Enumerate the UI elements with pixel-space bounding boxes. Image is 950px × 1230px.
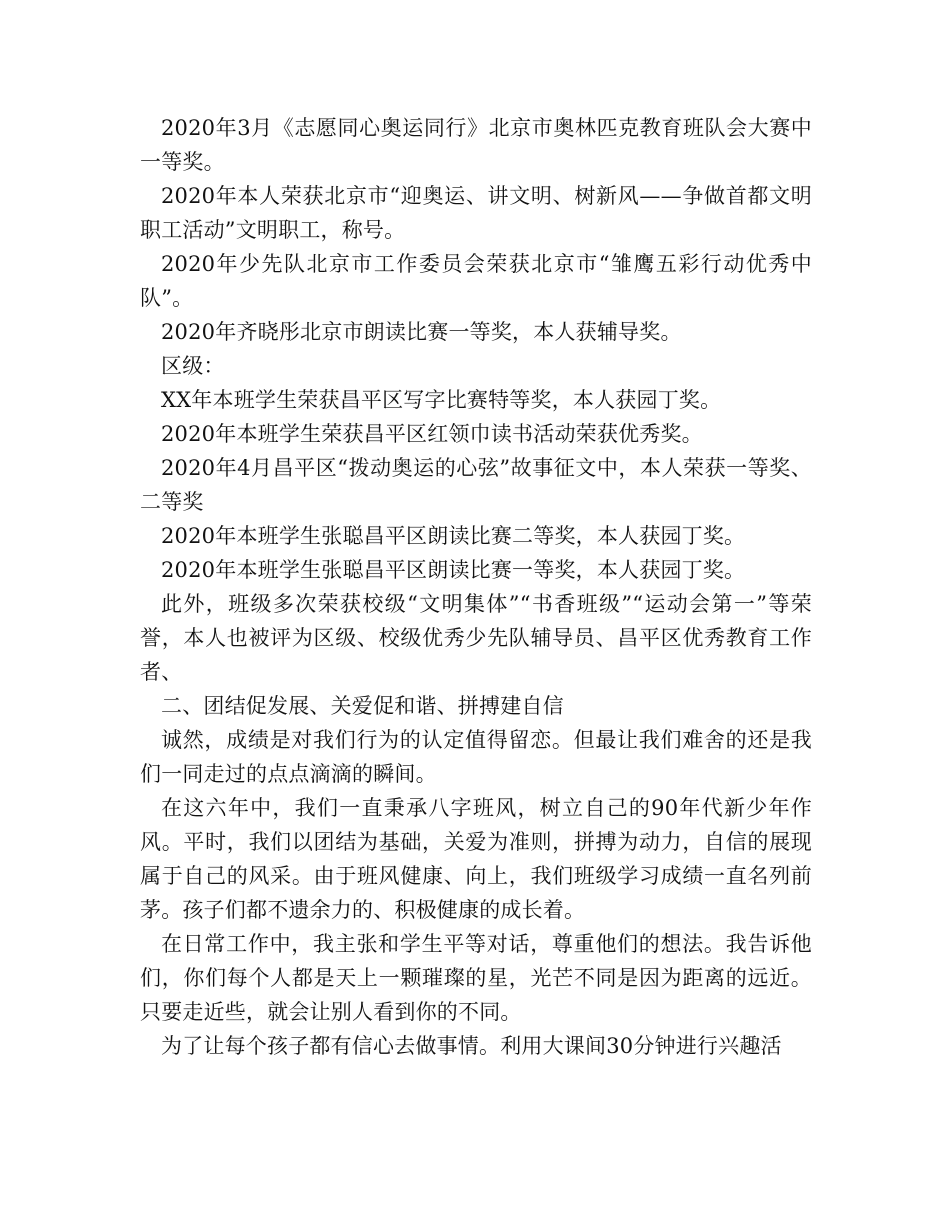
paragraph-district-level-heading: 区级：: [161, 354, 225, 378]
document-body: [140, 111, 812, 1063]
paragraph-daily-work: 在日常工作中，我主张和学生平等对话，尊重他们的想法。我告诉他们，你们每个人都是天上一颗璀璨的星，光芒不同是因为距离的远近。只要走近些，就会让别人看到你的不同。: [140, 932, 812, 1024]
paragraph-award-reading-contest: 2020年齐晓彤北京市朗读比赛一等奖，本人获辅导奖。: [161, 320, 682, 344]
paragraph-confidence: 为了让每个孩子都有信心去做事情。利用大课间30分钟进行兴趣活: [161, 1034, 782, 1058]
paragraph-award-zhangcong-second: 2020年本班学生张聪昌平区朗读比赛二等奖，本人获园丁奖。: [161, 524, 746, 548]
paragraph-award-red-scarf-reading: 2020年本班学生荣获昌平区红领巾读书活动荣获优秀奖。: [161, 422, 703, 446]
paragraph-award-essay-contest: 2020年4月昌平区“拨动奥运的心弦”故事征文中，本人荣获一等奖、二等奖: [140, 456, 812, 514]
paragraph-award-eagle-squadron: 2020年少先队北京市工作委员会荣获北京市“雏鹰五彩行动优秀中队”。: [140, 252, 812, 310]
paragraph-award-zhangcong-first: 2020年本班学生张聪昌平区朗读比赛一等奖，本人获园丁奖。: [161, 558, 746, 582]
paragraph-memories: 诚然，成绩是对我们行为的认定值得留恋。但最让我们难舍的还是我们一同走过的点点滴滴的瞬间。: [140, 728, 812, 786]
paragraph-award-civilized-worker: 2020年本人荣获北京市“迎奥运、讲文明、树新风——争做首都文明职工活动”文明职工，称号。: [140, 184, 812, 242]
paragraph-class-style: 在这六年中，我们一直秉承八字班风，树立自己的90年代新少年作风。平时，我们以团结为基础，关爱为准则，拼搏为动力，自信的展现属于自己的风采。由于班风健康、向上，我们班级学习成绩一直名列前茅。孩子们都不遗余力的、积极健康的成长着。: [140, 796, 812, 922]
section-heading-two: 二、团结促发展、关爱促和谐、拼搏建自信: [161, 694, 564, 718]
paragraph-award-calligraphy: XX年本班学生荣获昌平区写字比赛特等奖，本人获园丁奖。: [161, 388, 722, 412]
paragraph-award-beijing-olympic-class-meeting: 2020年3月《志愿同心奥运同行》北京市奥林匹克教育班队会大赛中一等奖。: [140, 116, 812, 174]
paragraph-other-honors: 此外，班级多次荣获校级“文明集体”“书香班级”“运动会第一”等荣誉，本人也被评为区级、校级优秀少先队辅导员、昌平区优秀教育工作者、: [140, 592, 812, 684]
